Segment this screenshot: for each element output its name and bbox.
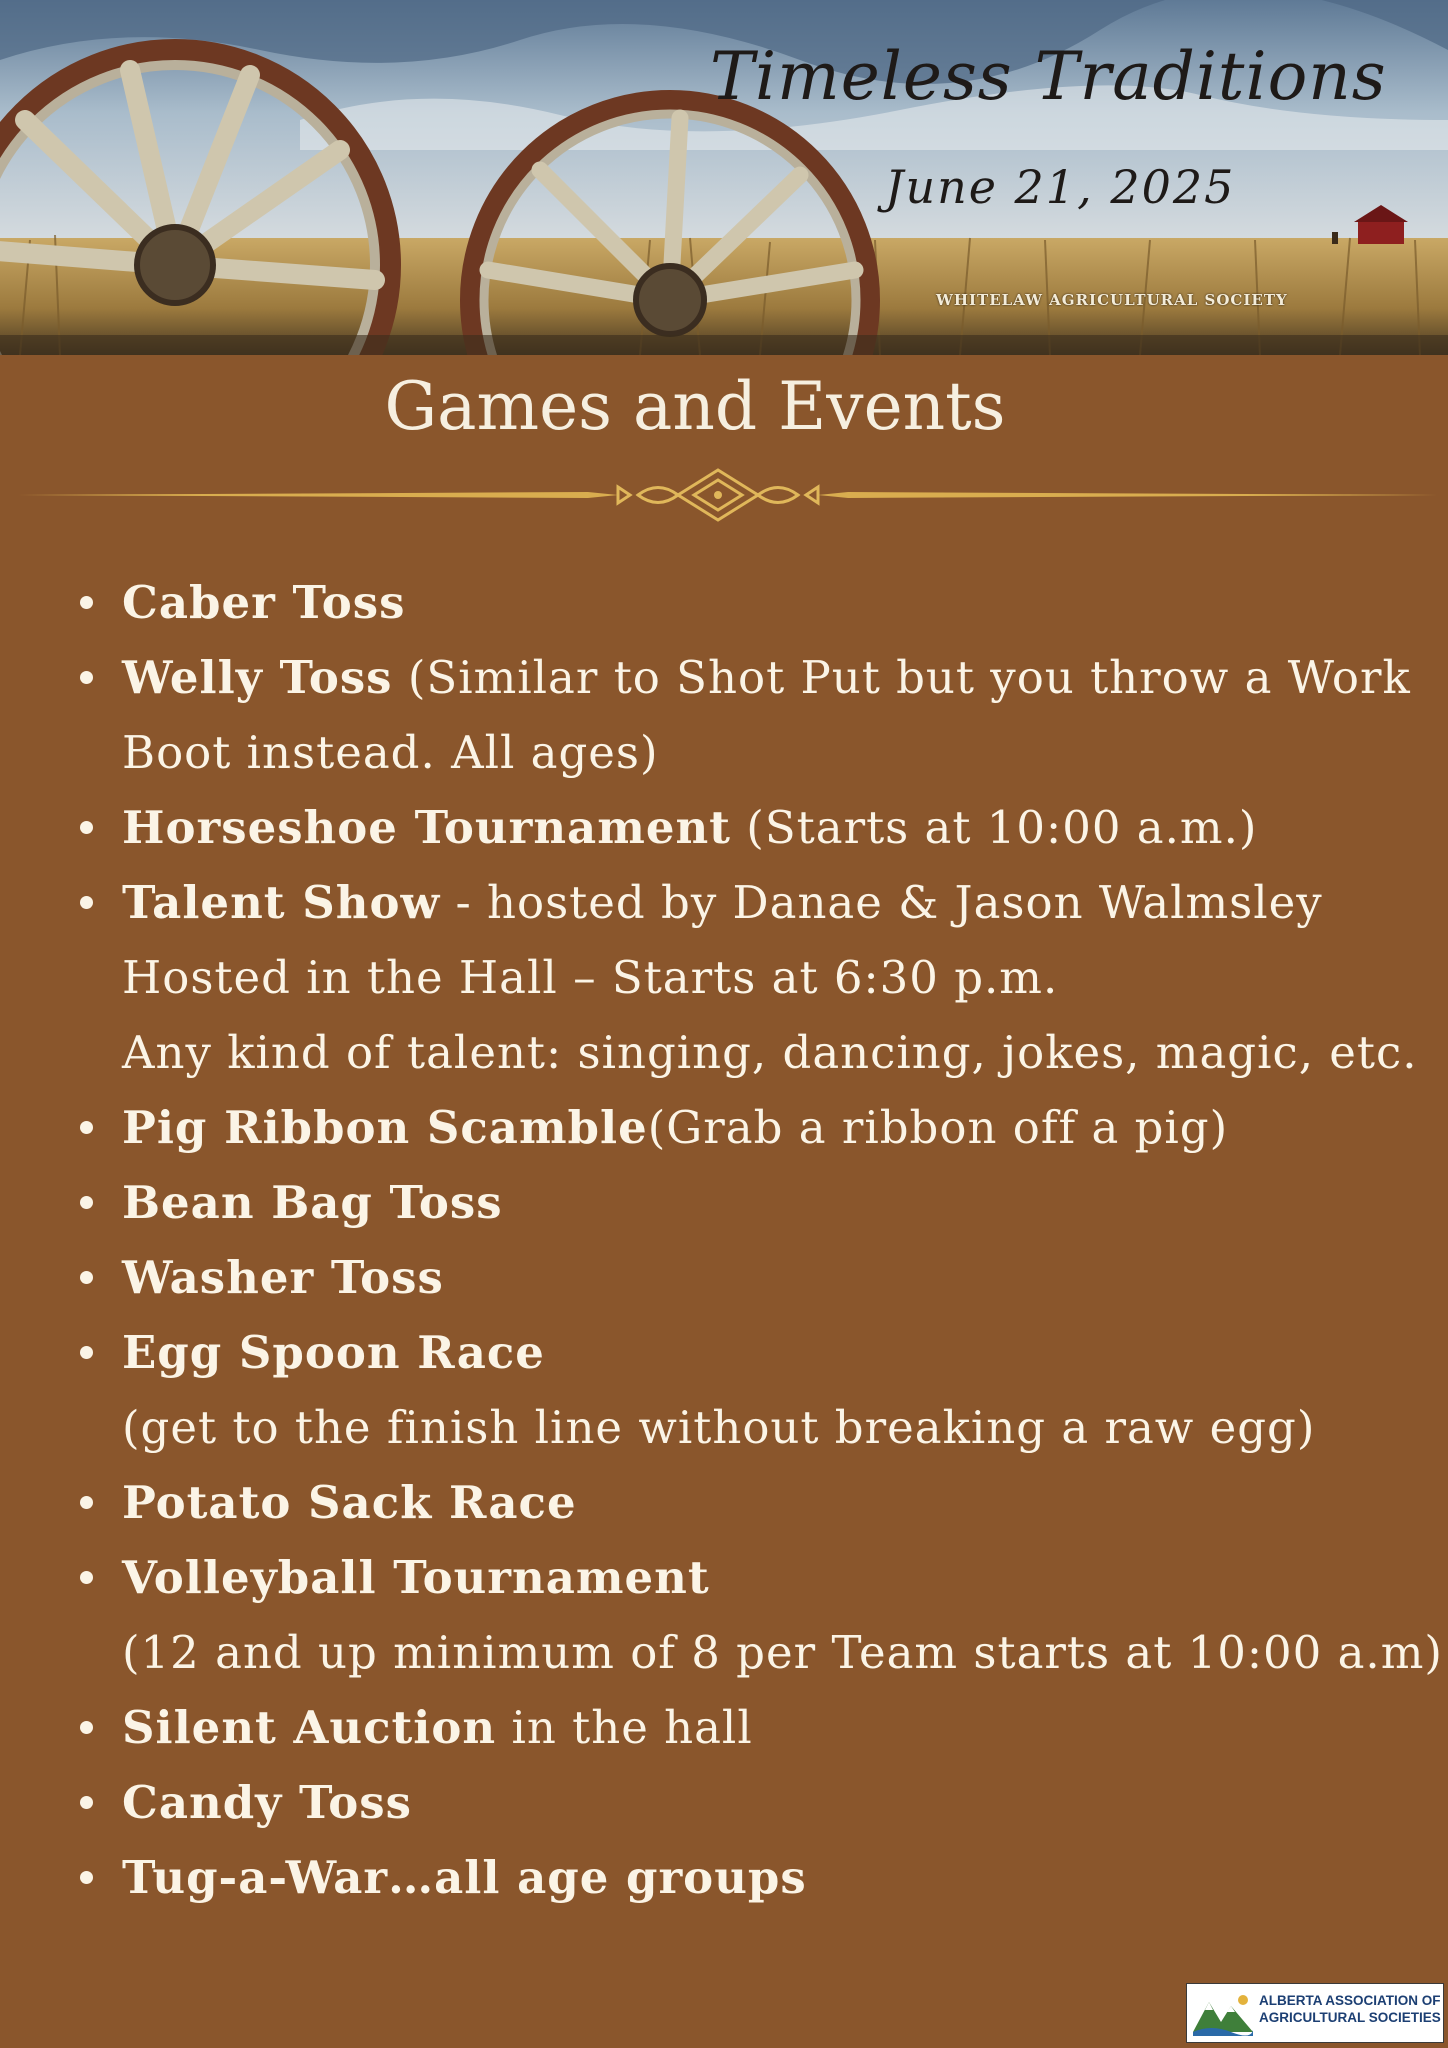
list-item bbox=[72, 1840, 1432, 1915]
bullet-icon bbox=[80, 1121, 93, 1134]
bullet-icon bbox=[80, 1496, 93, 1509]
list-item bbox=[72, 565, 1432, 640]
list-item bbox=[72, 1315, 1432, 1465]
list-item bbox=[72, 865, 1432, 1090]
list-item bbox=[72, 1240, 1432, 1315]
society-name: WHITELAW AGRICULTURAL SOCIETY bbox=[936, 291, 1288, 309]
list-item bbox=[72, 1765, 1432, 1840]
page-title: Games and Events bbox=[384, 368, 1006, 445]
mountain-logo-icon bbox=[1191, 1988, 1255, 2038]
bullet-icon bbox=[80, 1196, 93, 1209]
event-name: Caber Toss bbox=[122, 576, 406, 629]
bullet-icon bbox=[80, 1271, 93, 1284]
ornamental-divider bbox=[18, 465, 1438, 525]
event-name: Pig Ribbon Scamble bbox=[122, 1101, 648, 1154]
bullet-icon bbox=[80, 896, 93, 909]
bullet-icon bbox=[80, 1571, 93, 1584]
event-name: Potato Sack Race bbox=[122, 1476, 577, 1529]
bullet-icon bbox=[80, 1721, 93, 1734]
bullet-icon bbox=[80, 821, 93, 834]
event-name: Volleyball Tournament bbox=[122, 1551, 710, 1604]
list-item bbox=[72, 1540, 1443, 1690]
event-detail-line: Hosted in the Hall – Starts at 6:30 p.m. bbox=[122, 951, 1059, 1004]
event-description: in the hall bbox=[496, 1701, 753, 1754]
event-detail-line: Boot instead. All ages) bbox=[122, 726, 659, 779]
bullet-icon bbox=[80, 671, 93, 684]
bullet-icon bbox=[80, 1346, 93, 1359]
alberta-ag-societies-logo bbox=[1186, 1983, 1444, 2043]
list-item bbox=[72, 1690, 1432, 1765]
event-name: Talent Show bbox=[122, 876, 441, 929]
event-detail-line: Any kind of talent: singing, dancing, jokes, magic, etc. bbox=[122, 1026, 1418, 1079]
events-list bbox=[72, 565, 1443, 1915]
list-item bbox=[72, 1090, 1432, 1165]
list-item bbox=[72, 790, 1432, 865]
bullet-icon bbox=[80, 596, 93, 609]
logo-line-2: AGRICULTURAL SOCIETIES bbox=[1259, 2010, 1441, 2025]
list-item bbox=[72, 1165, 1432, 1240]
event-detail-line: (12 and up minimum of 8 per Team starts at 10:00 a.m) bbox=[122, 1626, 1443, 1679]
event-name: Egg Spoon Race bbox=[122, 1326, 545, 1379]
event-description: (Starts at 10:00 a.m.) bbox=[730, 801, 1258, 854]
bullet-icon bbox=[80, 1871, 93, 1884]
event-name: Candy Toss bbox=[122, 1776, 412, 1829]
event-description: - hosted by Danae & Jason Walmsley bbox=[440, 876, 1323, 929]
event-name: Silent Auction bbox=[122, 1701, 497, 1754]
event-detail-line: (get to the finish line without breaking a raw egg) bbox=[122, 1401, 1316, 1454]
event-name: Tug-a-War…all age groups bbox=[122, 1851, 807, 1904]
list-item bbox=[72, 1465, 1432, 1540]
bullet-icon bbox=[80, 1796, 93, 1809]
event-description: (Similar to Shot Put but you throw a Work bbox=[392, 651, 1411, 704]
list-item bbox=[72, 640, 1432, 790]
logo-line-1: ALBERTA ASSOCIATION OF bbox=[1259, 1993, 1441, 2008]
event-name: Bean Bag Toss bbox=[122, 1176, 503, 1229]
event-name: Horseshoe Tournament bbox=[122, 801, 731, 854]
banner-date: June 21, 2025 bbox=[885, 160, 1236, 214]
event-name: Washer Toss bbox=[122, 1251, 444, 1304]
event-description: (Grab a ribbon off a pig) bbox=[647, 1101, 1229, 1154]
header-banner bbox=[0, 0, 1448, 355]
event-name: Welly Toss bbox=[122, 651, 393, 704]
banner-title: Timeless Traditions bbox=[710, 38, 1387, 115]
